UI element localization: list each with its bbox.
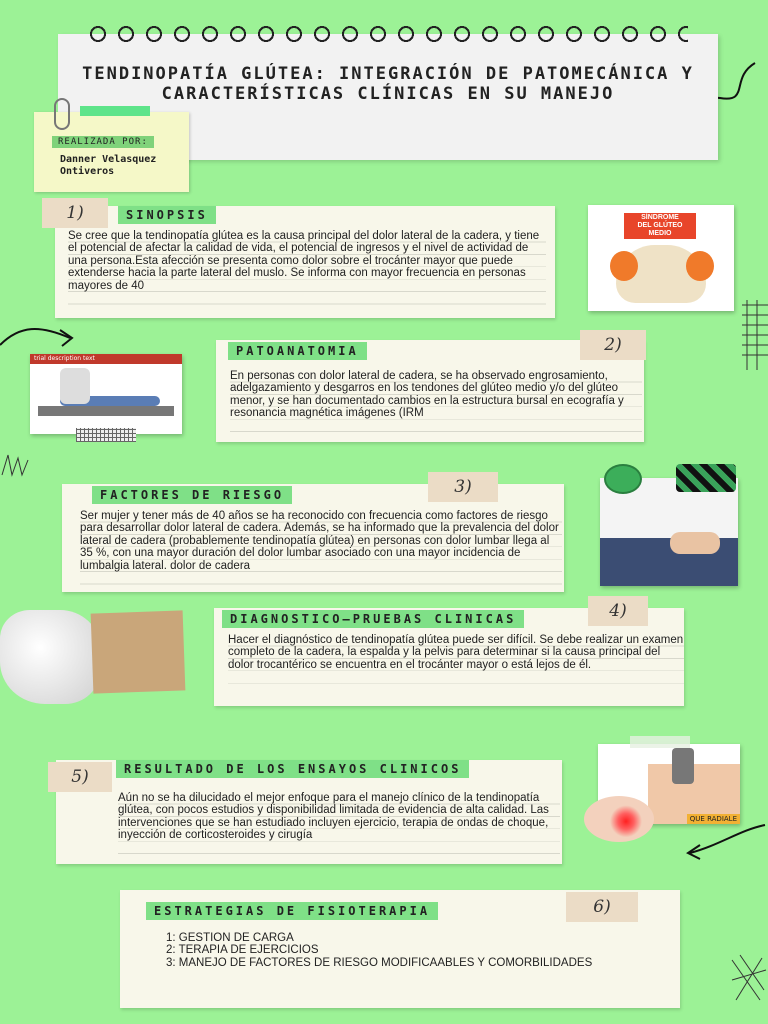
grid-sticker [76,428,136,442]
section-body-3: Ser mujer y tener más de 40 años se ha reconocido con frecuencia como factores de riesgo para desarrollar dolor lateral de cadera. Además, se ha informado que la prevalencia del dolor lateral de cadera (probablemente tendinopatía glútea) en personas con dolor lumbar llega al 35 %, con una mayor duración del dolor lumbar asociado con una mayor incidencia de lumbalgia lateral. dolor de cadera [80,510,562,590]
section-heading-1: SINOPSIS [118,206,216,224]
section-body-4: Hacer el diagnóstico de tendinopatía glútea puede ser difícil. Se debe realizar un examen completo de la cadera, la espalda y la pelvis para determinar si la causa principal del dolor trocantérico se encuentra en el trocánter mayor o está lejos de él. [228,634,684,694]
section-number-6: 6) [566,892,638,922]
section-number-3: 3) [428,472,498,502]
author-name: Danner Velasquez Ontiveros [60,154,157,177]
test-image-header: trial description text [30,354,182,364]
kraft-paper-note [91,610,186,693]
hip-pain-photo [600,478,738,586]
section-number-4: 4) [588,596,648,626]
spiral-binding [88,24,688,44]
section-heading-2: PATOANATOMIA [228,342,367,360]
section-heading-4: DIAGNOSTICO—PRUEBAS CLINICAS [222,610,524,628]
clinician-figure [60,368,90,404]
exam-table [38,406,174,416]
shockwave-device [672,748,694,784]
clinical-test-image [30,354,182,434]
book-title-line-2: DEL GLÚTEO [637,222,683,229]
strategy-item: 3: MANEJO DE FACTORES DE RIESGO MODIFICAABLES Y COMORBILIDADES [166,956,593,969]
strategy-item: 1: GESTION DE CARGA [166,932,294,944]
author-tape [80,106,150,116]
puzzle-piece-icon [676,464,736,492]
section-heading-3: FACTORES DE RIESGO [92,486,292,504]
section-number-5: 5) [48,762,112,792]
section-heading-5: RESULTADO DE LOS ENSAYOS CLINICOS [116,760,469,778]
scribble-bottom-right [730,950,768,1010]
gluteus-highlight-right [686,251,714,281]
author-label: REALIZADA POR: [52,136,154,148]
section-body-2: En personas con dolor lateral de cadera, se ha observado engrosamiento, adelgazamiento y desgarros en los tendones del glúteo medio y/o del glúteo menor, y se han documentado cambios en la estructura bursal en ecografía y resonancia magnética imágenes (IRM [230,370,642,440]
crumpled-paper-image [0,610,100,704]
strategy-item: 2: TERAPIA DE EJERCICIOS [166,944,319,957]
hands-on-hip [670,532,720,554]
strategies-list [166,932,646,969]
page-title: TENDINOPATÍA GLÚTEA: INTEGRACIÓN DE PATOMECÁNICA Y CARACTERÍSTICAS CLÍNICAS EN SU MANEJO [82,64,694,104]
photo-tape [630,736,690,748]
scribble-left [0,450,40,480]
gluteus-highlight [610,251,638,281]
section-body-5: Aún no se ha dilucidado el mejor enfoque para el manejo clínico de la tendinopatía glútea, con pocos estudios y disponibilidad limitada de evidencia de alta calidad. Las intervenciones que se han estudiado incluyen ejercicio, terapia de ondas de choque, inyección de corticosteroides y cirugía [118,792,560,862]
book-title-line-3: MEDIO [648,230,672,237]
knee-pain-inset [584,796,654,842]
button-sticker-icon [604,464,642,494]
section-heading-6: ESTRATEGIAS DE FISIOTERAPIA [146,902,438,920]
shockwave-caption: QUE RADIALE [687,814,740,824]
book-title-line-1: SÍNDROME [641,214,679,221]
section-number-2: 2) [580,330,646,360]
section-number-1: 1) [42,198,108,228]
paperclip-icon [54,98,70,130]
book-cover-image [588,205,734,311]
section-body-1: Se cree que la tendinopatía glútea es la causa principal del dolor lateral de la cadera, y tiene el potencial de afectar la calidad de vida, el potencial de ingresos y el nivel de actividad de una persona.Esta afección se presenta como dolor sobre el trocánter mayor que puede extenderse hacia la parte lateral del muslo. Se informa con mayor frecuencia en personas mayores de 40 [68,230,546,316]
grid-scribble-right [742,300,768,370]
